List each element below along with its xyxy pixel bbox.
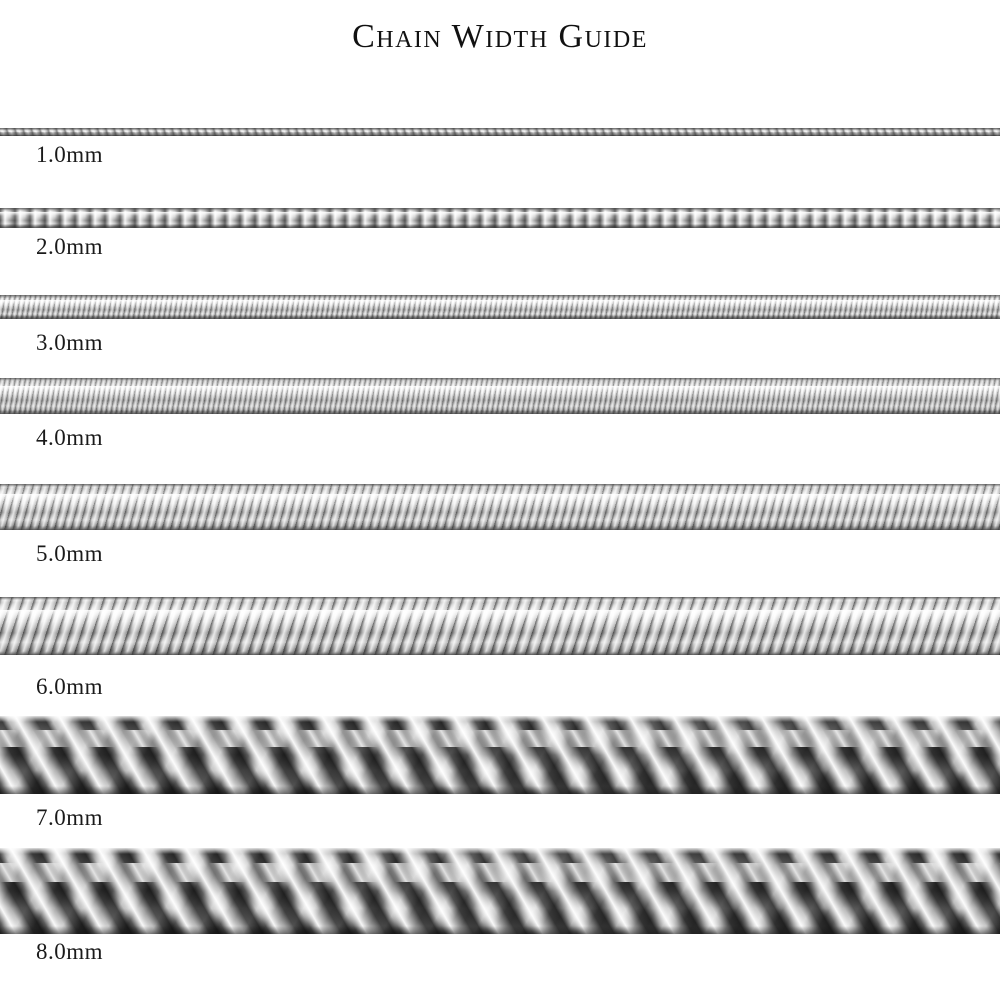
chain-edge-top [0, 848, 1000, 854]
chain-edge-bottom [0, 786, 1000, 794]
chain-label-8mm: 8.0mm [36, 939, 104, 964]
page-title: Chain Width Guide [352, 18, 648, 55]
chain-label-6mm: 6.0mm [36, 674, 104, 699]
chain-highlight [0, 730, 1000, 747]
chain-texture [0, 378, 1000, 414]
chain-highlight [0, 610, 1000, 620]
chain-highlight [0, 863, 1000, 882]
chain-strip-8mm [0, 848, 1000, 934]
chain-strip-2mm [0, 208, 1000, 228]
chain-body [0, 848, 1000, 934]
chain-edge-bottom [0, 926, 1000, 934]
chain-edge-top [0, 484, 1000, 487]
chain-edge-top [0, 208, 1000, 211]
chain-strip-4mm [0, 378, 1000, 414]
chain-highlight [0, 386, 1000, 392]
chain-label-5mm: 5.0mm [36, 541, 104, 566]
chain-edge-top [0, 378, 1000, 381]
chain-edge-top [0, 128, 1000, 131]
chain-strip-5mm [0, 484, 1000, 530]
chain-edge-bottom [0, 526, 1000, 530]
chain-strip-6mm [0, 597, 1000, 655]
chain-edge-top [0, 597, 1000, 600]
chain-strip-3mm [0, 295, 1000, 319]
chain-edge-bottom [0, 132, 1000, 136]
chain-texture [0, 484, 1000, 530]
chain-edge-bottom [0, 410, 1000, 414]
chain-highlight [0, 300, 1000, 304]
chain-edge-top [0, 295, 1000, 298]
chain-edge-top [0, 716, 1000, 722]
chain-texture [0, 597, 1000, 655]
chain-label-3mm: 3.0mm [36, 330, 104, 355]
chain-highlight [0, 212, 1000, 216]
chain-highlight [0, 494, 1000, 502]
chain-body [0, 716, 1000, 794]
chain-label-7mm: 7.0mm [36, 805, 104, 830]
chain-label-4mm: 4.0mm [36, 425, 104, 450]
chain-edge-bottom [0, 315, 1000, 319]
chain-strip-7mm [0, 716, 1000, 794]
chain-edge-bottom [0, 224, 1000, 228]
chain-label-2mm: 2.0mm [36, 234, 104, 259]
chain-edge-bottom [0, 651, 1000, 655]
chain-label-1mm: 1.0mm [36, 142, 104, 167]
chain-strip-1mm [0, 128, 1000, 136]
